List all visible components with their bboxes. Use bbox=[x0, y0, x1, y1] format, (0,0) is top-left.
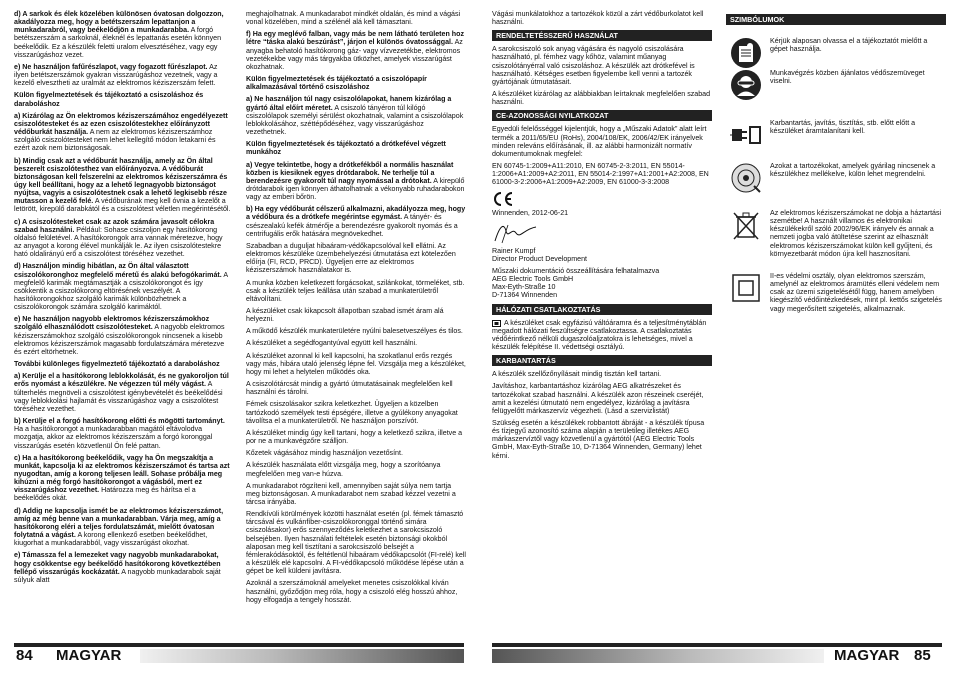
accessory-disc-icon bbox=[730, 162, 762, 194]
signer-title: Director Product Development bbox=[492, 254, 588, 263]
paragraph-text: Kőzetek vágásához mindig használjon vezetősínt. bbox=[246, 449, 403, 458]
paragraph-bold: d) A sarkok és élek közelében különösen óvatosan dolgozzon, akadályozza meg, hogy a betétszerszám lepattanjon a munkadarabról, vagy beékelődjön a munkadarabba. bbox=[14, 10, 224, 35]
paragraph-text: A munkadarabot rögzíteni kell, amennyiben saját súlya nem tartja meg biztonságosan. A munkadarabot nem szabad kézzel vezetni a tárcsa irányába. bbox=[246, 481, 456, 506]
paragraph-bold: f) Ha egy meglévő falban, vagy más be nem látható területen hoz létre “táska alakú beszúrást”, járjon el különös óvatossággal. bbox=[246, 30, 464, 47]
paragraph-text: Például: Sohase csiszoljon egy hasítókorong oldalsó felületével. A hasítókorongok arra vannak méretezve, hogy az anyagot a korong élével munkálják le. Az ilyen csiszolótestekre ható oldalirányú erő a csiszolótest töréséhez vezethet. bbox=[14, 225, 223, 259]
paragraph bbox=[246, 352, 466, 376]
paragraph bbox=[246, 140, 466, 156]
paragraph bbox=[246, 30, 466, 71]
paragraph-text: A megfelelő karimák megtámasztják a csiszolókorongot és így csökkentik a csiszolókorong eltörésének veszélyét. A hasítókorongokhoz szolgáló karimák különbözhetnek a csiszolókorongok számára szolgáló karimáktól. bbox=[14, 270, 228, 312]
page-number-left: 84 bbox=[16, 647, 33, 664]
symbol-description: Karbantartás, javítás, tisztítás, stb. előtt előtt a készüléket áramtalanítani kell. bbox=[770, 119, 916, 136]
section-header: RENDELTETÉSSZERŰ HASZNÁLAT bbox=[492, 30, 712, 41]
paragraph bbox=[246, 380, 466, 396]
paragraph-text: A munka közben keletkezett forgácsokat, szilánkokat, törmeléket, stb. csak a készülék teljes leállása után szabad a munkaterületről eltávolítani. bbox=[246, 278, 465, 303]
footer-gradient-left bbox=[140, 649, 464, 663]
paragraph-text: A túlterhelés megnöveli a csiszolótest igénybevételét és beékelődési vagy leblokkolási hajlamát és visszarúgáshoz vagy a csiszolótest töréséhez vezethet. bbox=[14, 380, 223, 413]
intro-paragraph: Vágási munkálatokhoz a tartozékok közül a zárt védőburkolatot kell használni. bbox=[492, 10, 704, 27]
paragraph bbox=[246, 161, 466, 202]
paragraph-bold: e) Támassza fel a lemezeket vagy nagyobb munkadarabokat, hogy csökkentse egy beékelődő hasítókorong következtében fellépő visszarúgás kockázatát. bbox=[14, 551, 221, 576]
ce-mark-icon bbox=[492, 191, 514, 207]
paragraph bbox=[14, 551, 232, 584]
safety-goggles-icon bbox=[730, 69, 762, 101]
paragraph-bold: a) Kerülje el a hasítókorong leblokkolását, és ne gyakoroljon túl erős nyomást a készülékre. Ne végezzen túl mély vágást. bbox=[14, 372, 229, 389]
paragraph-text: Határozza meg és hárítsa el a beékelődés okát. bbox=[14, 486, 196, 503]
paragraph-text: A csiszoló tányéron túl kilógó csiszolólapok személyi sérülést okozhatnak, valamint a csiszolólapok leblokkolásához, széttépődéséhez, vagy visszarúgáshoz vezethetnek. bbox=[246, 103, 464, 137]
signature-image bbox=[492, 221, 540, 245]
section-header-symbols: SZIMBÓLUMOK bbox=[726, 14, 946, 25]
page-number-right: 85 bbox=[914, 647, 931, 664]
paragraph bbox=[14, 10, 232, 59]
paragraph-bold: a) Vegye tekintetbe, hogy a drótkefékből a normális használat közben is kiesiknek egyes drótdarabok. Ne terhelje túl a berendezésre gyakorolt túl nagy nyomással a drótokat. bbox=[246, 160, 454, 185]
symbol-description: Azokat a tartozékokat, amelyek gyárilag nincsenek a készülékhez mellékelve, külön lehet megrendelni. bbox=[770, 162, 936, 179]
paragraph-text: A nagyobb elektromos kéziszerszámokhoz szolgáló csiszolókorongok nincsenek a kisebb elektromos kéziszerszámok magasabb fordulatszámára méretezve és ezért eltörhetnek. bbox=[14, 323, 225, 356]
paragraph-text: A kirepülő drótdarabok igen könnyen áthatolhatnak a vékonyabb ruhadarabokon vagy az emberi bőrön. bbox=[246, 176, 465, 202]
paragraph bbox=[246, 339, 466, 347]
paragraph-text: Szabadban a duguljat hibaáram-védőkapcsolóval kell ellátni. Az elektromos készüléke üzembehelyezési útmutatása ezt kötelezően előírja (FI, RCD, PRCD). Ügyeljen erre az elektromos kéziszerszámok használatakor is. bbox=[246, 241, 456, 275]
paragraph bbox=[14, 372, 232, 413]
paragraph-bold: c) A csiszolótesteket csak az azok számára javasolt célokra szabad használni. bbox=[14, 217, 215, 234]
column-2 bbox=[246, 10, 466, 608]
section-header: CE-AZONOSSÁGI NYILATKOZAT bbox=[492, 110, 712, 121]
paragraph bbox=[246, 75, 466, 91]
paragraph-bold: a) Ne használjon túl nagy csiszolólapokat, hanem kizárólag a gyártó által előírt méretet. bbox=[246, 95, 452, 112]
language-label-left: MAGYAR bbox=[56, 647, 122, 664]
paragraph bbox=[246, 461, 466, 477]
paragraph-bold: b) Mindig csak azt a védőburát használja, amely az Ön által beszerelt csiszolótesthez van előírányozva. A védőburát biztonságosan kell felszerelni az elektromos kéziszerszámra és úgy kell beállítani, hogy az a lehető legnagyobb biztonságot nyújtsa, vagyis a csiszolótestnek csak a lehető legkisebb része mutasson a kezelő felé. bbox=[14, 156, 228, 206]
paragraph-text: A készüléket csak kikapcsolt állapotban szabad ismét áram alá helyezni. bbox=[246, 307, 444, 324]
paragraph-text: A nem az elektromos kéziszerszámhoz szolgáló csiszolótesteket nem lehet kellegítő módon letakarni és ezért azok nem biztonságosak. bbox=[14, 128, 216, 153]
paragraph bbox=[246, 327, 466, 335]
column-3 bbox=[492, 10, 712, 464]
paragraph bbox=[246, 242, 466, 275]
paragraph-bold: c) Ha a hasítókorong beékelődik, vagy ha Ön megszakítja a munkát, kapcsolja ki az elektromos kéziszerszámot és tartsa azt nyugodtan, amíg a korong teljesen leáll. Sohase próbálja meg kihúzni a még forgó hasítókorongot a vágásból, mert ez visszarúgáshoz vezethet. bbox=[14, 453, 230, 495]
paragraph-bold: a) Kizárólag az Ön elektromos kéziszerszámához engedélyezett csiszolótesteket és az ezen csiszolótestekhez előírányzott védőburkát használja. bbox=[14, 111, 228, 137]
paragraph bbox=[246, 449, 466, 457]
paragraph bbox=[14, 417, 232, 450]
signer-name: Rainer Kumpf bbox=[492, 246, 536, 255]
symbol-description: Az elektromos kéziszerszámokat ne dobja a háztartási szemétbe! A használt villamos és elektronikai készülékekről szóló 2002/96/EK irányelv és annak a nemzeti jogba való átültetése szerint az elhasznált elektromos kéziszerszámokat külön kell gyűjteni, és környezetbarát módon újra kell hasznosítani. bbox=[770, 209, 942, 258]
paragraph bbox=[246, 307, 466, 323]
place-date: Winnenden, 2012-06-21 bbox=[492, 208, 569, 217]
company-city: D-71364 Winnenden bbox=[492, 291, 558, 300]
paragraph-text: A működő készülék munkaterületére nyúlni balesetveszélyes és tilos. bbox=[246, 327, 463, 336]
section-header: KARBANTARTÁS bbox=[492, 355, 712, 366]
section-paragraph: EN 60745-1:2009+A11:2010, EN 60745-2-3:2011, EN 55014-1:2006+A1:2009+A2:2011, EN 55014-2:1997+A1:2001+A2:2008, EN 61000-3-2:2006+A1:2009+A2:2009, EN 61000-3-3:2008 bbox=[492, 162, 709, 187]
paragraph-bold: d) Használjon mindig hibátlan, az Ön által választott csiszolókoronghoz megfelelő méretű és alakú befogókarimát. bbox=[14, 262, 222, 279]
paragraph-text: A készülék használata előtt vizsgálja meg, hogy a szorítóanya megfelelően meg van-e húzva. bbox=[246, 461, 441, 478]
paragraph-text: Ha a hasítókorongot a munkadarabban magától eltávolodva mozgatja, akkor az elektromos kéziszerszám a forgó koronggal visszarúgás esetén közvetlenül Ön felé pattan. bbox=[14, 425, 213, 450]
paragraph bbox=[246, 279, 466, 303]
paragraph-text: Az anyagba behatoló hasítókorong gáz- vagy vízvezetékbe, elektromos vezetékekbe vagy más tárgyakba ütközhet, amelyek visszarúgást okozhatnak. bbox=[246, 38, 463, 71]
section-paragraph: A sarokcsiszoló sok anyag vágására és nagyoló csiszolására használható, pl. fémhez vagy kőhöz, valamint műanyag csiszolótányérral való csiszoláshoz. A készülék azt drótkefével is használható. Kétséges esetben figyelembe kell venni a tartozék gyártójának útmutatásait. bbox=[492, 45, 695, 86]
weee-bin-icon bbox=[730, 209, 762, 241]
paragraph-bold: d) Addig ne kapcsolja ismét be az elektromos kéziszerszámot, amíg az még benne van a munkadarabban. Várja meg, amíg a hasítókorong eléri a teljes fordulatszámát, mielőtt óvatosan folytatná a vágást. bbox=[14, 506, 224, 540]
paragraph-bold: Külön figyelmeztetések és tájékoztató a csiszoláshoz és daraboláshoz bbox=[14, 91, 204, 108]
paragraph bbox=[14, 507, 232, 548]
paragraph bbox=[14, 360, 232, 368]
paragraph-text: Azoknál a szerszámoknál amelyeket menetes csiszolókkal kíván használni, győződjön meg róla, hogy a csiszoló elég hosszú ahhoz, hogy elfogadja a tengely hosszát. bbox=[246, 579, 458, 604]
column-1 bbox=[14, 10, 232, 588]
paragraph-text: Fémek csiszolásakor szikra keletkezhet. Ügyeljen a közelben tartózkodó személyek testi épségére, illetve a gyúlékony anyagokat távolítsa el a munkaterületről. Ne használjon porszívót. bbox=[246, 400, 458, 425]
paragraph bbox=[246, 429, 466, 445]
paragraph-bold: Külön figyelmeztetések és tájékoztató a csiszolópapír alkalmazásával történő csiszoláshoz bbox=[246, 75, 427, 92]
symbol-description: II-es védelmi osztály, olyan elektromos szerszám, amelynél az elektromos áramütés elleni védelem nem csak az üzemi szigetelésétől függ, hanem amelyben kiegészítő védőintézkedések, mint pl. kettős szigetelés vagy megerősített szigetelés, alkalmaznak. bbox=[770, 272, 942, 313]
section-paragraph: Egyedüli felelősséggel kijelentjük, hogy a „Műszaki Adatok” alatt leírt termék a 2011/65/EU (RoHs), 2004/108/EK, 2006/42/EK irányelvek minden releváns előírásának, ill. az alábbi harmonizált normatív dokumentumoknak megfelel: bbox=[492, 125, 707, 158]
paragraph-text: Rendkívüli körülmények közötti használat esetén (pl. fémek támasztó tárcsával és vulkánfíber-csiszolókoronggal történő simára csiszolásakor) erős szennyeződés keletkezhet a sarokcsiszoló belsejében. Ilyen használati feltételek esetén biztonsági okokból alaposan meg kell tisztítani a sarokcsiszoló belsejét a fémlerakódásoktól, és feltétlenül hibaáram védőkapcsolót (FI-relé) kell a készülék elé kapcsolni. A FI-védőkapcsoló működése lépése után a gépet be kell küldeni javításra. bbox=[246, 510, 467, 576]
paragraph-bold: További különleges figyelmeztető tájékoztató a daraboláshoz bbox=[14, 360, 220, 369]
paragraph-text: meghajolhatnak. A munkadarabot mindkét oldalán, és mind a vágási vonal közelében, mind a szélénél alá kell támasztani. bbox=[246, 10, 461, 27]
paragraph-text: A védőburának meg kell óvnia a kezelőt a letörött, kirepülő darabkától és a csiszolótest véletlen megérintésétől. bbox=[14, 197, 231, 214]
paragraph bbox=[246, 579, 466, 603]
paragraph-bold: Külön figyelmeztetések és tájékoztató a drótkefével végzett munkához bbox=[246, 140, 446, 157]
paragraph-bold: e) Ne használjon fafűrészlapot, vagy fogazott fűrészlapot. bbox=[14, 62, 208, 71]
paragraph-text: A készüléket a segédfogantyúval együtt kell használni. bbox=[246, 339, 418, 348]
paragraph-text: A csiszolótárcsát mindig a gyártó útmutatásainak megfelelően kell használni és tárolni. bbox=[246, 380, 453, 397]
section-paragraph: Javításhoz, karbantartáshoz kizárólag AEG alkatrészeket és tartozékokat szabad használni. A készülék azon részeinek cseréjét, amit a kezelési útmutató nem engedélyez, kizárólag a javításra felügyelőtt márkaszervíz végezheti. (Lásd a szervizlistát) bbox=[492, 382, 704, 415]
language-label-right: MAGYAR bbox=[834, 647, 900, 664]
company-name: AEG Electric Tools GmbH bbox=[492, 275, 574, 284]
symbol-description: Munkavégzés közben ájánlatos védőszemüveget viselni. bbox=[770, 69, 925, 86]
paragraph bbox=[14, 218, 232, 259]
paragraph-text: A forgó betétszerszám a sarkoknál, éleknél és lepattanás esetén könnyen beékelődik. Ez a készülék feletti uralom elvesztéséhez, vagy egy visszarúgáshoz vezet. bbox=[14, 26, 222, 59]
paragraph bbox=[14, 157, 232, 214]
section-paragraph: A készüléket csak egyfázisú váltóáramra és a teljesítménytáblán megadott hálózati feszültségre csatlakoztassa. A csatlakoztatás védőérintkező nélküli dugaszolóaljzatokra is lehetséges, mivel a készülék felépítése II. védettségi osztályú. bbox=[492, 318, 707, 352]
footer-gradient-right bbox=[492, 649, 824, 663]
symbol-description: Kérjük alaposan olvassa el a tájékoztatót mielőtt a gépet használja. bbox=[770, 37, 928, 54]
paragraph bbox=[246, 205, 466, 238]
paragraph bbox=[246, 510, 466, 575]
paragraph bbox=[14, 112, 232, 153]
paragraph bbox=[14, 91, 232, 107]
paragraph-text: Az ilyen betétszerszámok gyakran visszarúgáshoz vezetnek, vagy a kezelő elvesztheti az uralmát az elektromos kéziszerszám felett. bbox=[14, 62, 218, 88]
paragraph bbox=[246, 10, 466, 26]
company-street: Max-Eyth-Straße 10 bbox=[492, 283, 556, 292]
paragraph bbox=[14, 315, 232, 356]
section-paragraph: A készüléket kizárólag az alábbiakban leírtaknak megfelelően szabad használni. bbox=[492, 90, 711, 107]
class-ii-icon bbox=[730, 272, 762, 304]
section-header: HÁLÓZATI CSATLAKOZTATÁS bbox=[492, 304, 712, 315]
section-paragraph: Szükség esetén a készülékek robbantott ábráját - a készülék típusa és tízjegyű azonosító száma alapján a területileg illetékes AEG márkaszervíztől vagy közvetlenül a gyártótól (AEG Electric Tools GmbH, Max-Eyth-Straße 10, D-71364 Winnenden, Germany) lehet kérni. bbox=[492, 419, 705, 460]
read-manual-icon bbox=[730, 37, 762, 69]
paragraph-text: A készüléket mindig úgy kell tartani, hogy a keletkező szikra, illetve a por ne a munkavégzőre szálljon. bbox=[246, 428, 463, 446]
paragraph-bold: b) Ha egy védőburát célszerű alkalmazni, akadályozza meg, hogy a védőbura és a drótkefe megérintse egymást. bbox=[246, 205, 466, 222]
paragraph bbox=[14, 262, 232, 311]
column-4 bbox=[726, 10, 946, 313]
paragraph-text: A korong ellenkező esetben beékelődhet, kiugorhat a munkadarabból, vagy visszarúgást okozhat. bbox=[14, 531, 208, 548]
unplug-icon bbox=[730, 119, 762, 151]
paragraph-bold: b) Kerülje el a forgó hasítókorong előtti és mögötti tartományt. bbox=[14, 417, 225, 426]
docs-line: Műszaki dokumentáció összeállítására felhatalmazva bbox=[492, 266, 660, 275]
paragraph-text: A tányér- és csészealakú kefék átmérője a berendezésre gyakorolt nyomás és a centrifugális erők hatására megnövekedhet. bbox=[246, 213, 458, 238]
paragraph bbox=[246, 95, 466, 136]
paragraph bbox=[246, 482, 466, 506]
paragraph bbox=[14, 63, 232, 87]
double-insulation-icon bbox=[492, 320, 501, 327]
paragraph-text: A készüléket azonnal ki kell kapcsolni, ha szokatlanul erős rezgés vagy más, hibára utaló jelenség lépne fel. Vizsgálja meg a készüléket, hogy mi lehet a helytelen működés oka. bbox=[246, 351, 466, 376]
paragraph-text: A nagyobb munkadarabok saját súlyuk alatt bbox=[14, 567, 221, 584]
section-paragraph: A készülék szellőzőnyílásait mindig tisztán kell tartani. bbox=[492, 370, 662, 379]
paragraph-bold: e) Ne használjon nagyobb elektromos kéziszerszámokhoz szolgáló elhasználódott csiszolótesteket. bbox=[14, 315, 210, 332]
paragraph bbox=[14, 454, 232, 503]
paragraph bbox=[246, 400, 466, 424]
